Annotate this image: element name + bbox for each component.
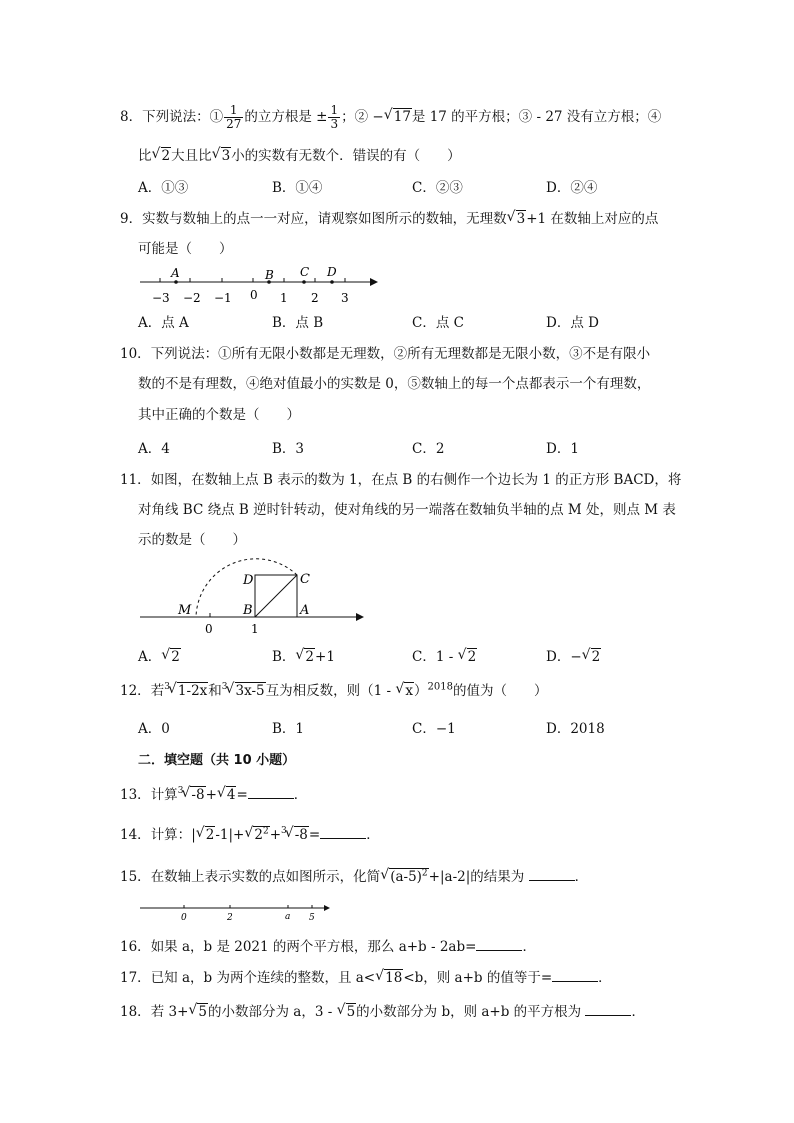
q8-option-c: C．②③ bbox=[412, 180, 463, 196]
number-line-figure-q9 bbox=[138, 262, 383, 308]
question-11-line-3: 示的数是（ ） bbox=[138, 532, 246, 548]
question-10-line-3: 其中正确的个数是（ ） bbox=[138, 407, 300, 423]
question-9-line-2: 可能是（ ） bbox=[138, 241, 233, 257]
square-rotation-figure-q11 bbox=[138, 553, 368, 637]
section-title-fill-in: 二．填空题（共 10 小题） bbox=[138, 753, 296, 768]
question-number: 13． bbox=[120, 787, 151, 803]
question-number: 15． bbox=[120, 869, 151, 885]
label-d: D bbox=[327, 265, 337, 279]
sqrt-3: √ 3 bbox=[507, 211, 527, 227]
label-m: M bbox=[178, 603, 192, 618]
q12-option-d: D．2018 bbox=[546, 721, 605, 737]
q8-option-d: D．②④ bbox=[546, 180, 598, 196]
axis-arrow bbox=[356, 613, 364, 621]
label-b: B bbox=[243, 603, 253, 618]
answer-blank[interactable] bbox=[585, 1003, 631, 1016]
cbrt-3x-5: √ 3x-5 bbox=[226, 683, 266, 699]
axis-arrow bbox=[324, 905, 330, 911]
question-12: 12．若$^3$√ 1-2x和$^3$√ 3x-5互为相反数，则（1 - √ x）$^{2018}$的值为（ ） bbox=[120, 679, 547, 699]
label-b: B bbox=[265, 268, 274, 282]
q11-option-a: A．√ 2 bbox=[138, 645, 181, 665]
q9-option-a: A．点 A bbox=[138, 315, 189, 331]
tick-3: 3 bbox=[341, 291, 349, 305]
point-c bbox=[302, 280, 306, 284]
question-8-line-2: 比√ 2大且比√ 3小的实数有无数个．错误的有（ ） bbox=[138, 144, 461, 164]
answer-blank[interactable] bbox=[248, 786, 294, 799]
tick-0: 0 bbox=[181, 913, 187, 923]
q11-option-d: D．−√ 2 bbox=[546, 645, 601, 665]
tick-2: 2 bbox=[227, 913, 233, 923]
q12-option-a: A．0 bbox=[138, 721, 170, 737]
q11-option-b: B．√ 2+1 bbox=[272, 645, 335, 665]
question-11-line-2: 对角线 BC 绕点 B 逆时针转动，使对角线的另一端落在数轴负半轴的点 M 处，则点 M 表 bbox=[138, 502, 676, 518]
q9-option-d: D．点 D bbox=[546, 315, 599, 331]
q10-option-c: C．2 bbox=[412, 441, 445, 457]
fraction-1-3: $\frac{1}{3}$ bbox=[330, 103, 339, 131]
label-c: C bbox=[300, 572, 310, 587]
q9-option-c: C．点 C bbox=[412, 315, 464, 331]
question-number: 9． bbox=[120, 211, 143, 227]
label-d: D bbox=[243, 573, 254, 588]
tick-0: 0 bbox=[250, 288, 258, 302]
answer-blank[interactable] bbox=[476, 938, 522, 951]
tick-minus-1: −1 bbox=[214, 291, 232, 305]
question-10-line-2: 数的不是有理数，④绝对值最小的实数是 0，⑤数轴上的每一个点都表示一个有理数， bbox=[138, 376, 651, 392]
diagonal-bc bbox=[255, 575, 297, 617]
label-a: A bbox=[300, 603, 310, 618]
question-number: 8． bbox=[120, 109, 143, 125]
point-d bbox=[330, 280, 334, 284]
tick-5: 5 bbox=[309, 913, 315, 923]
question-14: 14．计算：|√ 2-1|+√ $2^2+^3√$ -8= ． bbox=[120, 823, 380, 843]
q9-option-b: B．点 B bbox=[272, 315, 324, 331]
tick-minus-2: −2 bbox=[183, 291, 201, 305]
question-10: 10．下列说法：①所有无限小数都是无理数，②所有无理数都是无限小数，③不是有限小 bbox=[120, 346, 651, 362]
question-17: 17．已知 a，b 为两个连续的整数，且 a<√ 18<b，则 a+b 的值等于= ． bbox=[120, 966, 612, 986]
label-c: C bbox=[300, 265, 310, 279]
q12-option-b: B．1 bbox=[272, 721, 305, 737]
q10-option-b: B．3 bbox=[272, 441, 305, 457]
question-number: 18． bbox=[120, 1004, 151, 1020]
q8-option-b: B．①④ bbox=[272, 180, 323, 196]
question-number: 16． bbox=[120, 939, 151, 955]
answer-blank[interactable] bbox=[320, 826, 366, 839]
answer-blank[interactable] bbox=[529, 868, 575, 881]
question-number: 11． bbox=[120, 472, 151, 488]
q12-option-c: C．−1 bbox=[412, 721, 456, 737]
q8-option-a: A．①③ bbox=[138, 180, 189, 196]
question-11: 11．如图，在数轴上点 B 表示的数为 1，在点 B 的右侧作一个边长为 1 的正方形 BACD，将 bbox=[120, 472, 682, 488]
question-9: 9．实数与数轴上的点一一对应，请观察如图所示的数轴，无理数√ 3+1 在数轴上对应的点 bbox=[120, 207, 658, 227]
sqrt-3: √ 3 bbox=[212, 148, 232, 164]
question-number: 12． bbox=[120, 683, 151, 699]
cbrt-1-2x: √ 1-2x bbox=[168, 683, 208, 699]
q10-option-d: D．1 bbox=[546, 441, 579, 457]
number-line-figure-q15 bbox=[138, 899, 338, 925]
q10-option-a: A．4 bbox=[138, 441, 170, 457]
tick-1: 1 bbox=[251, 622, 259, 636]
answer-blank[interactable] bbox=[552, 969, 598, 982]
axis-arrow bbox=[370, 278, 378, 286]
tick-minus-3: −3 bbox=[152, 291, 170, 305]
sqrt-x: √ x bbox=[395, 683, 414, 699]
question-13: 13．计算$^3$√ -8+√ 4= ． bbox=[120, 783, 307, 803]
tick-1: 1 bbox=[280, 291, 288, 305]
tick-0: 0 bbox=[205, 622, 213, 636]
question-number: 14． bbox=[120, 827, 151, 843]
q11-option-c: C．1 - √ 2 bbox=[412, 645, 477, 665]
question-8: 8．下列说法：① $\frac{1}{27}$ 的立方根是 ± $\frac{1}{3}$ ；② −√ 17是 17 的平方根；③ - 27 没有立方根；④ bbox=[120, 104, 680, 131]
question-18: 18．若 3+√ 5的小数部分为 a，3 - √ 5的小数部分为 b，则 a+b 的平方根为 ． bbox=[120, 1000, 645, 1020]
question-15: 15．在数轴上表示实数的点如图所示，化简√ $(a-5)^2+|a-2|$的结果为 ． bbox=[120, 865, 588, 885]
question-16: 16．如果 a，b 是 2021 的两个平方根，那么 a+b - 2ab= ． bbox=[120, 939, 536, 955]
tick-2: 2 bbox=[311, 291, 319, 305]
sqrt-2: √ 2 bbox=[152, 148, 172, 164]
fraction-1-27: $\frac{1}{27}$ bbox=[226, 103, 242, 131]
tick-a: a bbox=[285, 912, 291, 922]
label-a: A bbox=[171, 266, 180, 280]
sqrt-17: √ 17 bbox=[384, 107, 412, 127]
question-number: 17． bbox=[120, 970, 151, 986]
question-number: 10． bbox=[120, 346, 151, 362]
point-a bbox=[174, 280, 178, 284]
